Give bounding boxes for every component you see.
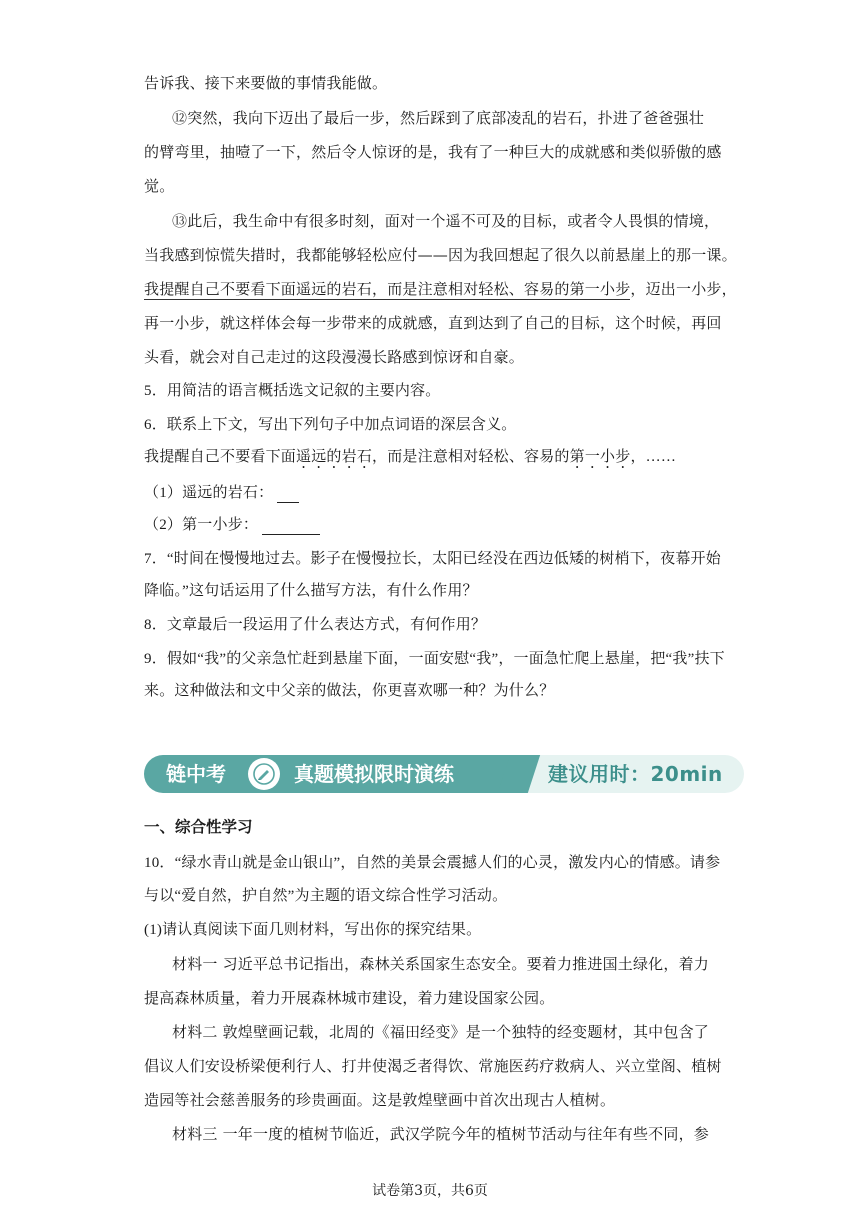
paragraph-12-line: 的臂弯里，抽噎了一下，然后令人惊讶的是，我有了一种巨大的成就感和类似骄傲的感 xyxy=(144,143,722,161)
material-1: 材料一 习近平总书记指出，森林关系国家生态安全。要着力推进国土绿化，着力 xyxy=(172,955,709,973)
material-2: 倡议人们安设桥梁便利行人、打井使渴乏者得饮、常施医药疗救病人、兴立堂阁、植树 xyxy=(144,1057,722,1075)
banner-left-label: 链中考 xyxy=(166,762,226,786)
dotted-char: 遥 xyxy=(296,449,312,465)
answer-blank[interactable] xyxy=(262,518,320,535)
sentence-part: 我提醒自己不要看下面 xyxy=(144,449,297,465)
sentence-part: ，而是注意相对轻松、容易的 xyxy=(372,449,570,465)
sentence-rest: ，迈出一小步， xyxy=(630,280,737,298)
dotted-char: 步 xyxy=(615,449,631,465)
question-6-2 xyxy=(144,515,320,535)
underlined-sentence: 我提醒自己不要看下面遥远的岩石，而是注意相对轻松、容易的第一小步 xyxy=(144,280,631,298)
question-9: 来。这种做法和文中父亲的做法，你更喜欢哪一种？为什么？ xyxy=(144,683,555,699)
paragraph-12-line: 觉。 xyxy=(144,177,175,195)
dotted-char: 小 xyxy=(600,449,616,465)
answer-blank[interactable] xyxy=(277,486,299,503)
dotted-words-2 xyxy=(570,449,631,465)
question-8: 8．文章最后一段运用了什么表达方式，有何作用？ xyxy=(144,617,487,633)
question-10-1: (1)请认真阅读下面几则材料，写出你的探究结果。 xyxy=(144,922,482,938)
paragraph-13-line xyxy=(144,279,737,299)
question-7: 降临。”这句话运用了什么描写方法，有什么作用？ xyxy=(144,583,478,599)
sub-question-label: （1）遥远的岩石： xyxy=(144,485,274,501)
section-heading: 一、综合性学习 xyxy=(144,818,253,836)
dotted-char: 石 xyxy=(356,449,373,465)
section-banner xyxy=(144,755,744,793)
question-10: 与以“爱自然，护自然”为主题的语文综合性学习活动。 xyxy=(144,888,508,904)
paragraph-13-line: ⑬此后，我生命中有很多时刻，面对一个遥不可及的目标，或者令人畏惧的情境， xyxy=(172,212,720,230)
sentence-part: ，…… xyxy=(630,449,677,465)
dotted-char: 一 xyxy=(584,449,601,465)
dotted-char: 第 xyxy=(569,449,585,465)
pen-hand-icon xyxy=(248,758,280,790)
question-5: 5．用简洁的语言概括选文记叙的主要内容。 xyxy=(144,383,441,399)
material-2: 造园等社会慈善服务的珍贵画面。这是敦煌壁画中首次出现古人植树。 xyxy=(144,1091,616,1109)
question-6-sentence xyxy=(144,447,676,467)
sub-question-label: （2）第一小步： xyxy=(144,517,259,533)
paragraph-13-line: 当我感到惊慌失措时，我都能够轻松应付——因为我回想起了很久以前悬崖上的那一课。 xyxy=(144,246,737,264)
paragraph-13-line: 头看，就会对自己走过的这段漫漫长路感到惊讶和自豪。 xyxy=(144,348,525,366)
page-footer: 试卷第3页，共6页 xyxy=(372,1183,488,1199)
dotted-char: 岩 xyxy=(341,449,357,465)
dotted-char: 的 xyxy=(326,449,342,465)
question-10: 10．“绿水青山就是金山银山”，自然的美景会震撼人们的心灵，激发内心的情感。请参 xyxy=(144,855,721,871)
question-6: 6．联系上下文，写出下列句子中加点词语的深层含义。 xyxy=(144,417,517,433)
material-3: 材料三 一年一度的植树节临近，武汉学院今年的植树节活动与往年有些不同，参 xyxy=(172,1125,709,1143)
material-1: 提高森林质量，着力开展森林城市建设，着力建设国家公园。 xyxy=(144,989,555,1007)
suggested-time: 建议用时：20min xyxy=(548,762,723,786)
dotted-words-1 xyxy=(296,449,372,465)
dotted-char: 远 xyxy=(311,449,327,465)
question-9: 9．假如“我”的父亲急忙赶到悬崖下面，一面安慰“我”，一面急忙爬上悬崖，把“我”扶下 xyxy=(144,651,725,667)
paragraph-12-line: ⑫突然，我向下迈出了最后一步，然后踩到了底部凌乱的岩石，扑进了爸爸强壮 xyxy=(172,109,705,127)
material-2: 材料二 敦煌壁画记载，北周的《福田经变》是一个独特的经变题材，其中包含了 xyxy=(172,1023,709,1041)
banner-middle-label: 真题模拟限时演练 xyxy=(294,762,454,786)
question-7: 7．“时间在慢慢地过去。影子在慢慢拉长，太阳已经没在西边低矮的树梢下，夜幕开始 xyxy=(144,551,721,567)
passage-line: 告诉我、接下来要做的事情我能做。 xyxy=(144,74,388,92)
question-6-1 xyxy=(144,483,299,503)
paragraph-13-line: 再一小步，就这样体会每一步带来的成就感，直到达到了自己的目标，这个时候，再回 xyxy=(144,314,722,332)
